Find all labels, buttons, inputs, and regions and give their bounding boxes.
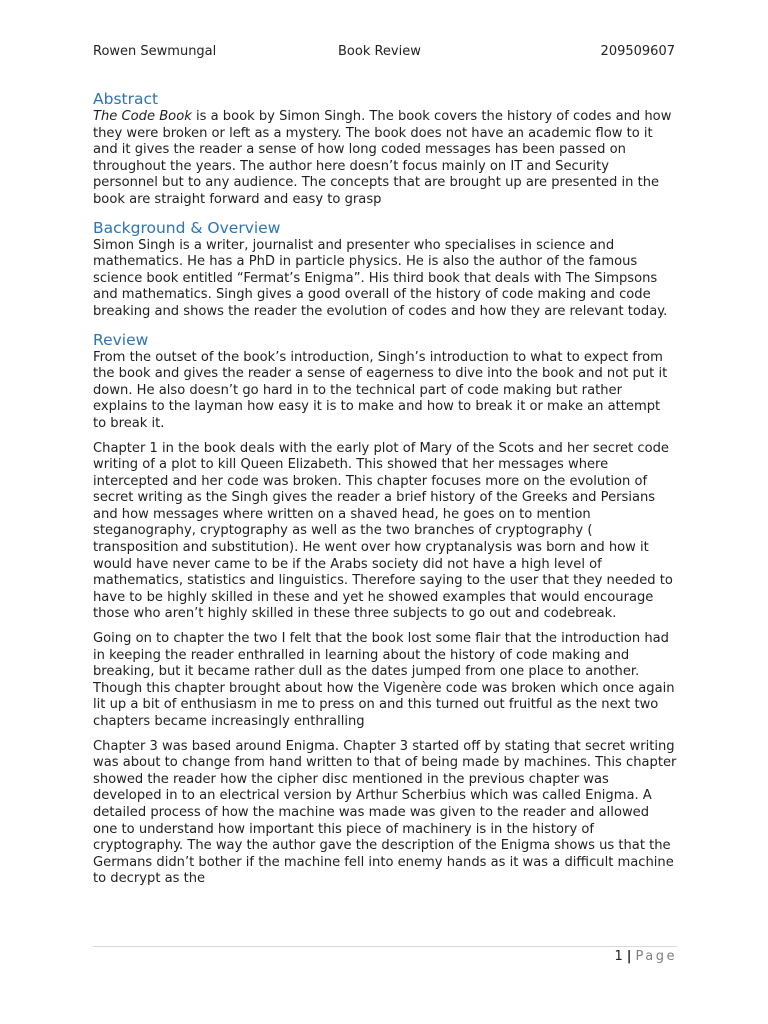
page-separator: | [626,949,632,964]
abstract-text: is a book by Simon Singh. The book covers the history of codes and how they were broken or left as a mystery. The book does not have an academic flow to it and it gives the reader a sense of how long coded messages has been passed on throughout the years. The author here doesn’t focus mainly on IT and Security personnel but to any audience. The concepts that are brought up are presented in the book are straight forward and easy to grasp [93,109,672,207]
abstract-paragraph [93,109,677,209]
page-number: 1 [614,949,623,964]
review-paragraph-1: From the outset of the book’s introduction, Singh’s introduction to what to expect from the book and gives the reader a sense of eagerness to dive into the book and not put it down. He also doesn’t go hard in to the technical part of code making but rather explains to the layman how easy it is to make and how to break it or make an attempt to break it. [93,349,668,431]
header-student-number: 209509607 [600,44,675,59]
page-footer [614,948,677,966]
review-paragraph-3: Going on to chapter the two I felt that the book lost some flair that the introduction had in keeping the reader enthralled in learning about the history of code making and breaking, but it became rather dull as the dates jumped from one place to another. Though this chapter brought about how the Vigenère code was broken which once again lit up a bit of enthusiasm in me to press on and this turned out fruitful as the next two chapters became increasingly enthralling [93,631,675,729]
page-header [93,43,675,61]
footer-divider [93,946,677,947]
abstract-heading: Abstract [93,90,159,108]
book-title: The Code Book [93,109,192,124]
header-title: Book Review [338,44,421,59]
document-body [93,89,677,888]
header-author: Rowen Sewmungal [93,44,217,59]
review-paragraph-4: Chapter 3 was based around Enigma. Chapter 3 started off by stating that secret writing was about to change from hand written to that of being made by machines. This chapter showed the reader how the cipher disc mentioned in the previous chapter was developed in to an electrical version by Arthur Scherbius which was called Enigma. A detailed process of how the machine was made was given to the reader and allowed one to understand how important this piece of machinery is in the history of cryptography. The way the author gave the description of the Enigma shows us that the Germans didn’t bother if the machine fell into enemy hands as it was a difficult machine to decrypt as the [93,738,677,887]
background-heading: Background & Overview [93,218,281,237]
background-paragraph: Simon Singh is a writer, journalist and presenter who specialises in science and mathematics. He has a PhD in particle physics. He is also the author of the famous science book entitled “Fermat’s Enigma”. His third book that deals with The Simpsons and mathematics. Singh gives a good overall of the history of code making and code breaking and shows the reader the evolution of codes and how they are relevant today. [93,237,668,319]
page-label: Page [635,949,677,964]
review-paragraph-2: Chapter 1 in the book deals with the early plot of Mary of the Scots and her secret code writing of a plot to kill Queen Elizabeth. This showed that her messages where intercepted and her code was broken. This chapter focuses more on the evolution of secret writing as the Singh gives the reader a brief history of the Greeks and Persians and how messages where written on a shaved head, he goes on to mention steganography, cryptography as well as the two branches of cryptography ( transposition and substitution). He went over how cryptanalysis was born and how it would have never came to be if the Arabs society did not have a high level of mathematics, statistics and linguistics. Therefore saying to the user that they needed to have to be highly skilled in these and yet he showed examples that would encourage those who aren’t highly skilled in these three subjects to go out and codebreak. [93,440,673,622]
review-heading: Review [93,330,149,349]
